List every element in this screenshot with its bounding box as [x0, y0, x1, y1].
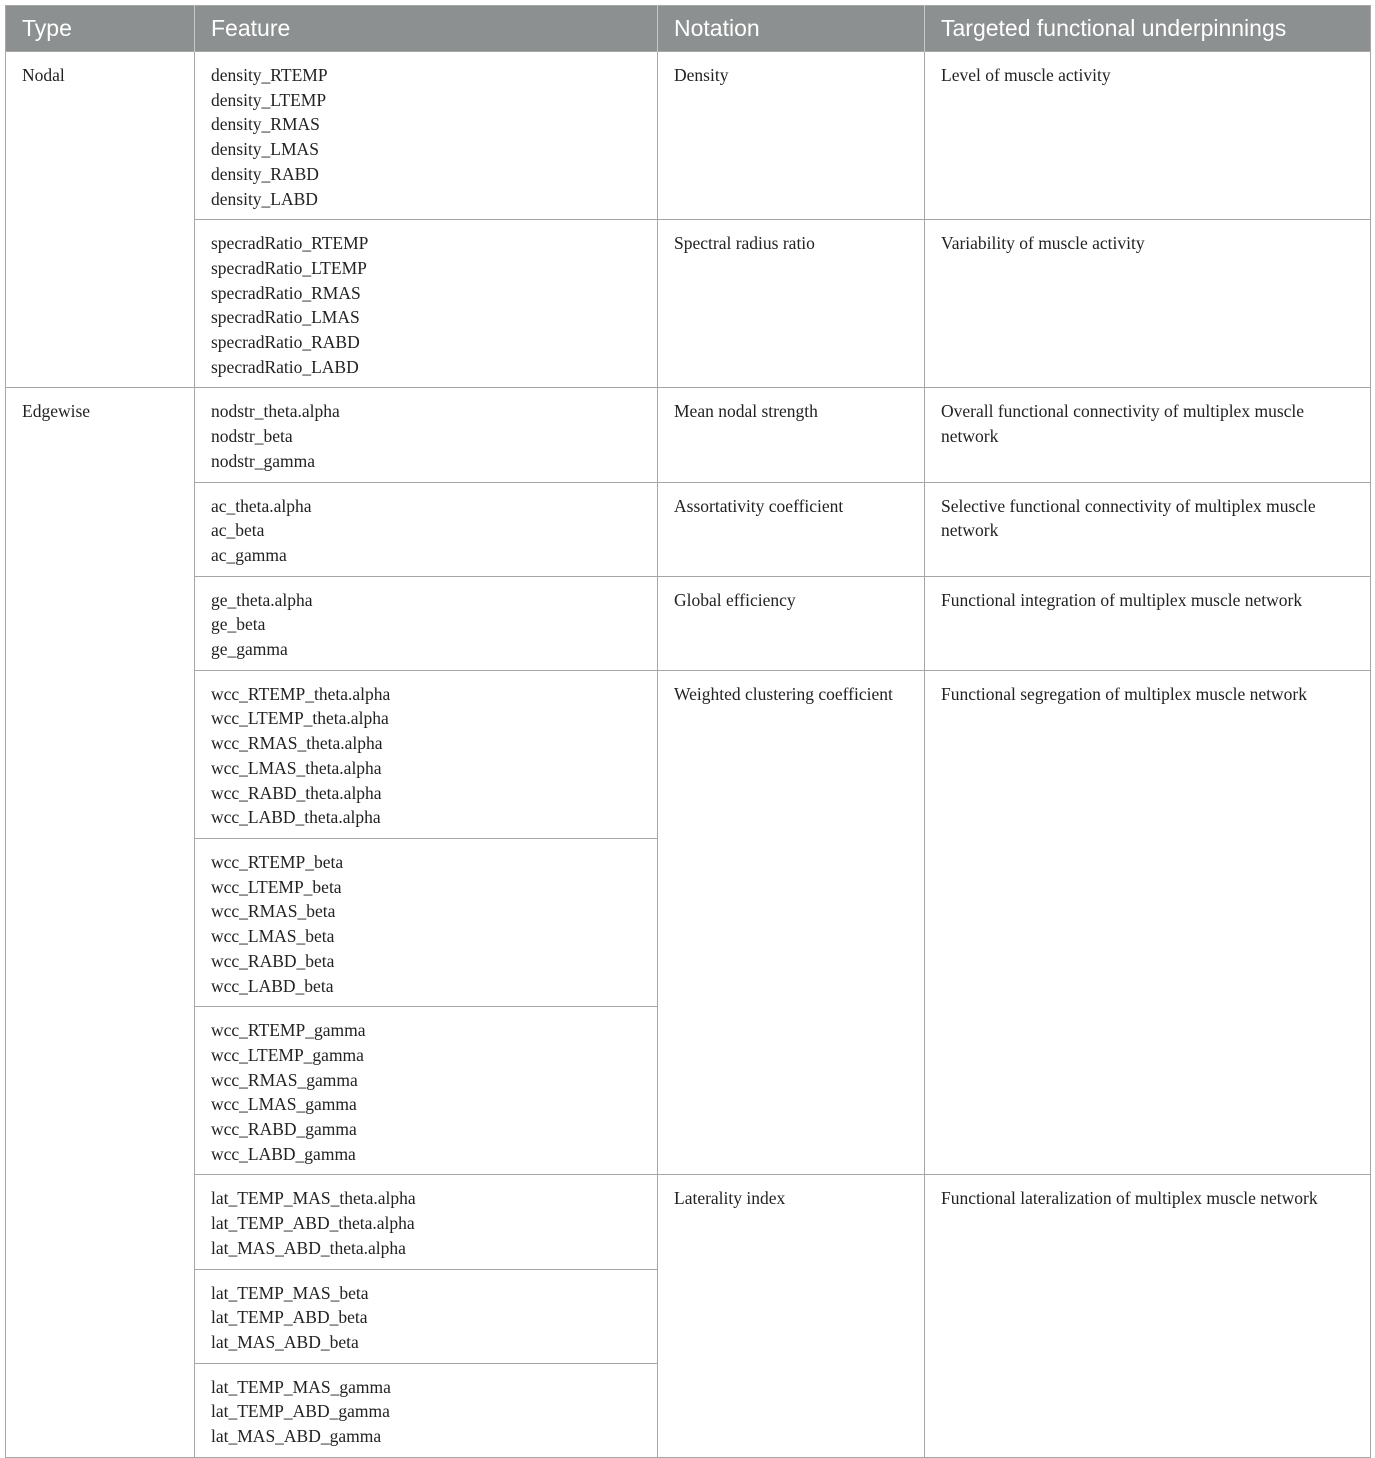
underpinning-cell [925, 220, 1371, 388]
feature-cell [195, 1269, 658, 1363]
feature-name: ge_beta [211, 614, 266, 635]
feature-cell [195, 576, 658, 670]
feature-cell [195, 838, 658, 1006]
feature-cell [195, 1363, 658, 1457]
notation-cell [658, 52, 925, 220]
feature-name: lat_TEMP_ABD_theta.alpha [211, 1213, 415, 1234]
feature-name: lat_TEMP_MAS_theta.alpha [211, 1188, 416, 1209]
table-row [6, 1175, 1371, 1269]
header-notation: Notation [658, 6, 925, 52]
feature-name: ac_gamma [211, 544, 287, 565]
underpinning-text: Overall functional connectivity of multiplex muscle network [941, 401, 1305, 447]
notation-cell [658, 576, 925, 670]
notation-text: Mean nodal strength [674, 401, 818, 422]
feature-name: specradRatio_RTEMP [211, 233, 369, 254]
underpinning-text: Selective functional connectivity of multiplex muscle network [941, 495, 1316, 541]
feature-name: density_LABD [211, 188, 318, 209]
feature-name: specradRatio_LABD [211, 356, 359, 377]
header-feature: Feature [195, 6, 658, 52]
feature-name: ac_beta [211, 520, 265, 541]
header-row [6, 6, 1371, 52]
feature-name: wcc_RMAS_theta.alpha [211, 733, 383, 754]
feature-name: nodstr_gamma [211, 450, 316, 471]
header-type: Type [6, 6, 195, 52]
feature-name: wcc_RMAS_gamma [211, 1069, 358, 1090]
notation-text: Density [674, 65, 729, 85]
feature-name: wcc_LTEMP_beta [211, 876, 342, 897]
underpinning-cell [925, 482, 1371, 576]
feature-name: specradRatio_LTEMP [211, 257, 367, 278]
feature-cell [195, 1175, 658, 1269]
feature-name: wcc_RMAS_beta [211, 901, 336, 922]
notation-text: Spectral radius ratio [674, 233, 815, 254]
table-row [6, 482, 1371, 576]
feature-name: density_RABD [211, 163, 319, 184]
feature-name: specradRatio_LMAS [211, 307, 360, 328]
feature-name: wcc_LTEMP_gamma [211, 1044, 364, 1065]
feature-name: wcc_LABD_gamma [211, 1143, 356, 1164]
feature-name: density_RTEMP [211, 65, 328, 85]
table-row [6, 576, 1371, 670]
feature-name: wcc_RTEMP_theta.alpha [211, 683, 391, 704]
underpinning-cell [925, 52, 1371, 220]
type-cell: Edgewise [6, 388, 195, 1457]
feature-name: wcc_LMAS_gamma [211, 1094, 357, 1115]
table-header [6, 6, 1371, 52]
feature-cell [195, 482, 658, 576]
feature-name: wcc_RABD_gamma [211, 1119, 357, 1140]
notation-text: Laterality index [674, 1188, 786, 1209]
notation-text: Assortativity coefficient [674, 495, 844, 516]
feature-name: lat_MAS_ABD_gamma [211, 1426, 382, 1447]
type-cell: Nodal [6, 52, 195, 388]
notation-cell [658, 1175, 925, 1457]
underpinning-text: Functional lateralization of multiplex muscle network [941, 1188, 1318, 1209]
underpinning-text: Functional segregation of multiplex muscle network [941, 683, 1307, 704]
feature-name: wcc_LTEMP_theta.alpha [211, 708, 389, 729]
table-row [6, 220, 1371, 388]
feature-cell [195, 220, 658, 388]
feature-name: nodstr_beta [211, 426, 293, 447]
feature-name: wcc_RTEMP_beta [211, 851, 344, 872]
underpinning-text: Level of muscle activity [941, 65, 1111, 85]
table-row [6, 388, 1371, 482]
underpinning-text: Functional integration of multiplex muscle network [941, 589, 1303, 610]
feature-name: density_RMAS [211, 114, 320, 135]
notation-cell [658, 388, 925, 482]
feature-name: specradRatio_RMAS [211, 282, 361, 303]
table-body [6, 52, 1371, 1458]
table-row [6, 52, 1371, 220]
feature-name: ge_gamma [211, 639, 288, 660]
feature-cell [195, 388, 658, 482]
notation-cell [658, 220, 925, 388]
feature-name: ac_theta.alpha [211, 495, 312, 516]
underpinning-cell [925, 388, 1371, 482]
feature-name: wcc_RTEMP_gamma [211, 1020, 366, 1041]
feature-name: wcc_RABD_beta [211, 950, 335, 971]
feature-name: wcc_RABD_theta.alpha [211, 782, 382, 803]
feature-name: wcc_LABD_beta [211, 975, 334, 996]
feature-name: lat_TEMP_ABD_beta [211, 1307, 368, 1328]
feature-name: nodstr_theta.alpha [211, 401, 340, 422]
feature-name: lat_TEMP_ABD_gamma [211, 1401, 390, 1422]
feature-name: lat_MAS_ABD_beta [211, 1331, 359, 1352]
notation-cell [658, 670, 925, 1175]
underpinning-text: Variability of muscle activity [941, 233, 1145, 254]
feature-name: density_LTEMP [211, 89, 327, 110]
notation-text: Global efficiency [674, 589, 796, 610]
underpinning-cell [925, 670, 1371, 1175]
feature-name: wcc_LABD_theta.alpha [211, 807, 381, 828]
feature-name: ge_theta.alpha [211, 589, 313, 610]
feature-cell [195, 1007, 658, 1175]
notation-text: Weighted clustering coefficient [674, 683, 893, 704]
underpinning-cell [925, 576, 1371, 670]
feature-cell [195, 52, 658, 220]
feature-name: lat_MAS_ABD_theta.alpha [211, 1237, 406, 1258]
feature-name: lat_TEMP_MAS_gamma [211, 1376, 391, 1397]
header-underpinnings: Targeted functional underpinnings [925, 6, 1371, 52]
feature-name: density_LMAS [211, 139, 319, 160]
feature-name: wcc_LMAS_theta.alpha [211, 757, 382, 778]
notation-cell [658, 482, 925, 576]
feature-cell [195, 670, 658, 838]
feature-name: wcc_LMAS_beta [211, 926, 335, 947]
feature-table [5, 5, 1371, 1458]
table-row [6, 670, 1371, 838]
underpinning-cell [925, 1175, 1371, 1457]
feature-name: specradRatio_RABD [211, 332, 360, 353]
feature-name: lat_TEMP_MAS_beta [211, 1282, 369, 1303]
